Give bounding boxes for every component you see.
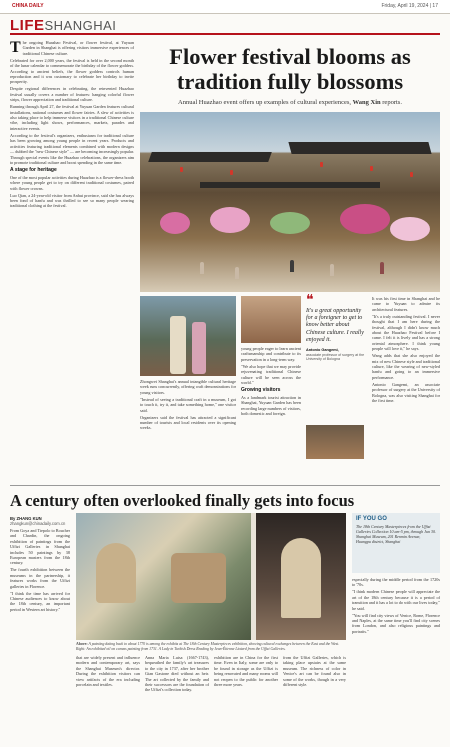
article1-headline: Flower festival blooms as tradition fully blossoms	[169, 44, 411, 94]
visitor-photo	[306, 425, 364, 459]
article2-column-4	[283, 655, 346, 740]
byline-name: By ZHANG KUN	[10, 516, 42, 521]
paragraph: Organizers said the festival has attracted a significant number of tourists and local residents over its opening weeks.	[140, 414, 236, 431]
paragraph: "It's a truly outstanding festival. I never thought that I am here during the festival, although I didn't know much about the Huazhao Festival before I came. I felt it is lively and has a strong oriental atmosphere. I think young people will love it," he says.	[372, 313, 440, 352]
if-you-go-title: IF YOU GO	[356, 516, 387, 522]
paragraph: young people eager to learn ancient craftsmanship and contribute to its preservation in a long-term way.	[241, 346, 301, 362]
dropcap: T	[10, 40, 21, 56]
paragraph: that are widely present and influence modern and contemporary art, says the Shanghai Museum's director. During the exhibition visitors can view artifacts of the era including porcelain and textiles.	[76, 655, 140, 688]
article1-mid-column	[140, 379, 236, 481]
painting-photo	[76, 513, 346, 640]
paragraph: especially during the middle period from the 1720s to '70s.	[352, 577, 440, 588]
paragraph: he ongoing Huazhao Festival, or flower festival, at Yuyuan Garden in Shanghai is offering visitors immersive experiences of traditional Chinese culture.	[22, 40, 134, 56]
article1-right-column	[372, 296, 440, 481]
article2-column-2	[145, 655, 209, 740]
paragraph: Wang adds that she also enjoyed the mix of new Chinese style and traditional culture, like the wearing of new-styled hanfu and going to an immersive performance.	[372, 353, 440, 380]
if-you-go-box	[352, 513, 440, 573]
deck-end: reports.	[380, 99, 402, 106]
deck-text: Annual Huazhao event offers up examples of cultural experiences,	[178, 99, 353, 106]
paragraph: It was his first time in Shanghai and he came to Yuyuan to admire its architectural features.	[372, 296, 440, 312]
masthead	[0, 0, 450, 14]
article1-deck	[140, 99, 440, 106]
paragraph: "Instead of seeing a traditional craft in a museum, I got to touch it, try it, and take something home," one visitor said.	[140, 396, 236, 413]
article2-left-column	[10, 528, 70, 740]
section-city: SHANGHAI	[44, 18, 117, 33]
quote-text: It's a great opportunity for a foreigner to get to know better about Chinese culture. I really enjoyed it.	[306, 308, 364, 343]
paragraph: "I think the time has arrived for Chinese audiences to know about the 18th century, an important period in Western art history."	[10, 590, 70, 612]
subhead: A stage for heritage	[10, 167, 57, 174]
craft-photo	[241, 296, 301, 343]
caption-text: A painting dating back to about 1770 is among the exhibits at The 18th Century Masterpieces exhibition, showing cultural exchanges between the East and the West. Right: An exhibited oil on canvas painting from 1731. A Lady in Turkish Dress Reading by Jean-Étienne Liotard from the Uffizi Galleries.	[76, 642, 340, 651]
caption-label: Above:	[76, 642, 88, 646]
article-divider	[10, 485, 440, 486]
article2-column-1	[76, 655, 140, 740]
paragraph: According to the festival's organizers, enthusiasm for traditional culture has been growing among young people in recent years. Products and activities featuring traditional elements combined with modern designs — dubbed the "new Chinese style" — are becoming increasingly popular. Through special events like the Huazhao celebrations, the organizers aim to promote traditional culture and boost spending in the same time.	[10, 132, 134, 165]
paragraph: Luo Qian, a 24-year-old visitor from Anhui province, said she has always been fond of hanfu and was thrilled to see so many people wearing traditional clothing at the festival.	[10, 192, 134, 209]
paragraph: Celebrated for over 2,000 years, the festival is held in the second month of the lunar calendar to commemorate the birthday of the flower goddess. According to ancient beliefs, the flower goddess controls human reproduction and it was customary to celebrate her birthday to invite prosperity.	[10, 57, 134, 85]
paragraph: Antonio Gangemi, an associate professor of surgery at the University of Bologna, was also visiting Shanghai for the first time.	[372, 381, 440, 404]
paragraph: Anna Maria Luisa (1667-1743), bequeathed the family's art treasures to the city in 1737, after her brother Gian Gastone died without an heir. The art collected by the family and their successors are the foundation of the Uffizi's collection today.	[145, 655, 209, 693]
paragraph: Zhongwei Shanghai's annual intangible cultural heritage week runs concurrently, offering craft demonstrations for young visitors.	[140, 379, 236, 395]
article1-left-column	[10, 40, 134, 480]
article2-column-3	[214, 655, 278, 740]
paragraph: "You will find city views of Venice, Rome, Florence and Naples, at the same time you'll find city scenes from London, and also religious paintings and portraits."	[352, 612, 440, 634]
subhead: Growing visitors	[241, 387, 281, 394]
section-life: LIFE	[10, 17, 45, 34]
paragraph: Running through April 27, the festival at Yuyuan Garden features cultural installations, national costumes and flower fairies. A slew of activities is also taking place to help immerse visitors in a traditional Chinese culture vibe, including light shows, performances, markets, parades and interactive events.	[10, 104, 134, 131]
paragraph: As a landmark tourist attraction in Shanghai, Yuyuan Garden has been recording large numbers of visitors, both domestic and foreign.	[241, 394, 301, 417]
hanfu-photo	[140, 296, 236, 376]
deck-author: Wang Xin	[352, 99, 381, 106]
paragraph: "I think modern Chinese people will appreciate the art of the 18th century because it is a period of transition and it has a lot to do with our lives today," he said.	[352, 589, 440, 611]
article2-headline: A century often overlooked finally gets into focus	[10, 491, 355, 510]
paragraph: exhibition are in China for the first time. Even in Italy, some are only to be found in storage as the Uffizi is being renovated and many rooms will not reopen to the public for another three more years.	[214, 655, 278, 688]
festival-photo	[140, 112, 440, 292]
paragraph: Despite regional differences in celebrating, the reinvented Huazhao festival usually covers a number of features: hanging colorful flower strips, flower appreciation and traditional culture.	[10, 86, 134, 103]
quote-name: Antonio Gangemi,	[306, 348, 339, 353]
paragraph: From Goya and Tiepolo to Boucher and Chardin, the ongoing exhibition of paintings from the Uffizi Galleries in Shanghai includes 50 paintings by 38 European masters from the 18th century.	[10, 528, 70, 566]
photo-caption	[76, 642, 346, 651]
paragraph: "We also hope that we may provide rejuvenating traditional Chinese culture will be seen across the world."	[241, 363, 301, 386]
brand-name: CHINA DAILY	[12, 3, 44, 9]
byline-email: zhangkun@chinadaily.com.cn	[10, 521, 66, 526]
quote-mark-icon: ❝	[306, 293, 314, 308]
paragraph: The fourth exhibition between the museums in the partnership, it features works from the Uffizi galleries in Florence.	[10, 567, 70, 589]
article2-right-column	[352, 577, 440, 740]
paragraph: One of the most popular activities during Huazhao is a flower-dress booth where young people get to try on different traditional costumes, paired with flower crowns.	[10, 174, 134, 191]
article1-mid2-column	[241, 346, 301, 481]
paragraph: from the Uffizi Galleries, which is taking place upstairs at the same museum. The richness of color in Venice's art can be found also in some of the works, though in a very different style.	[283, 655, 346, 688]
date-page: Friday, April 19, 2024 | 17	[381, 3, 438, 9]
section-header	[10, 17, 440, 35]
quote-role: associate professor of surgery at the University of Bologna	[306, 353, 365, 362]
if-you-go-body: The 18th Century Masterpieces from the Uffizi Galleries Collection 10 am-5 pm, through Jun 30. Shanghai Museum, 201 Renmin Avenue, Huangpu district, Shanghai	[356, 524, 436, 544]
